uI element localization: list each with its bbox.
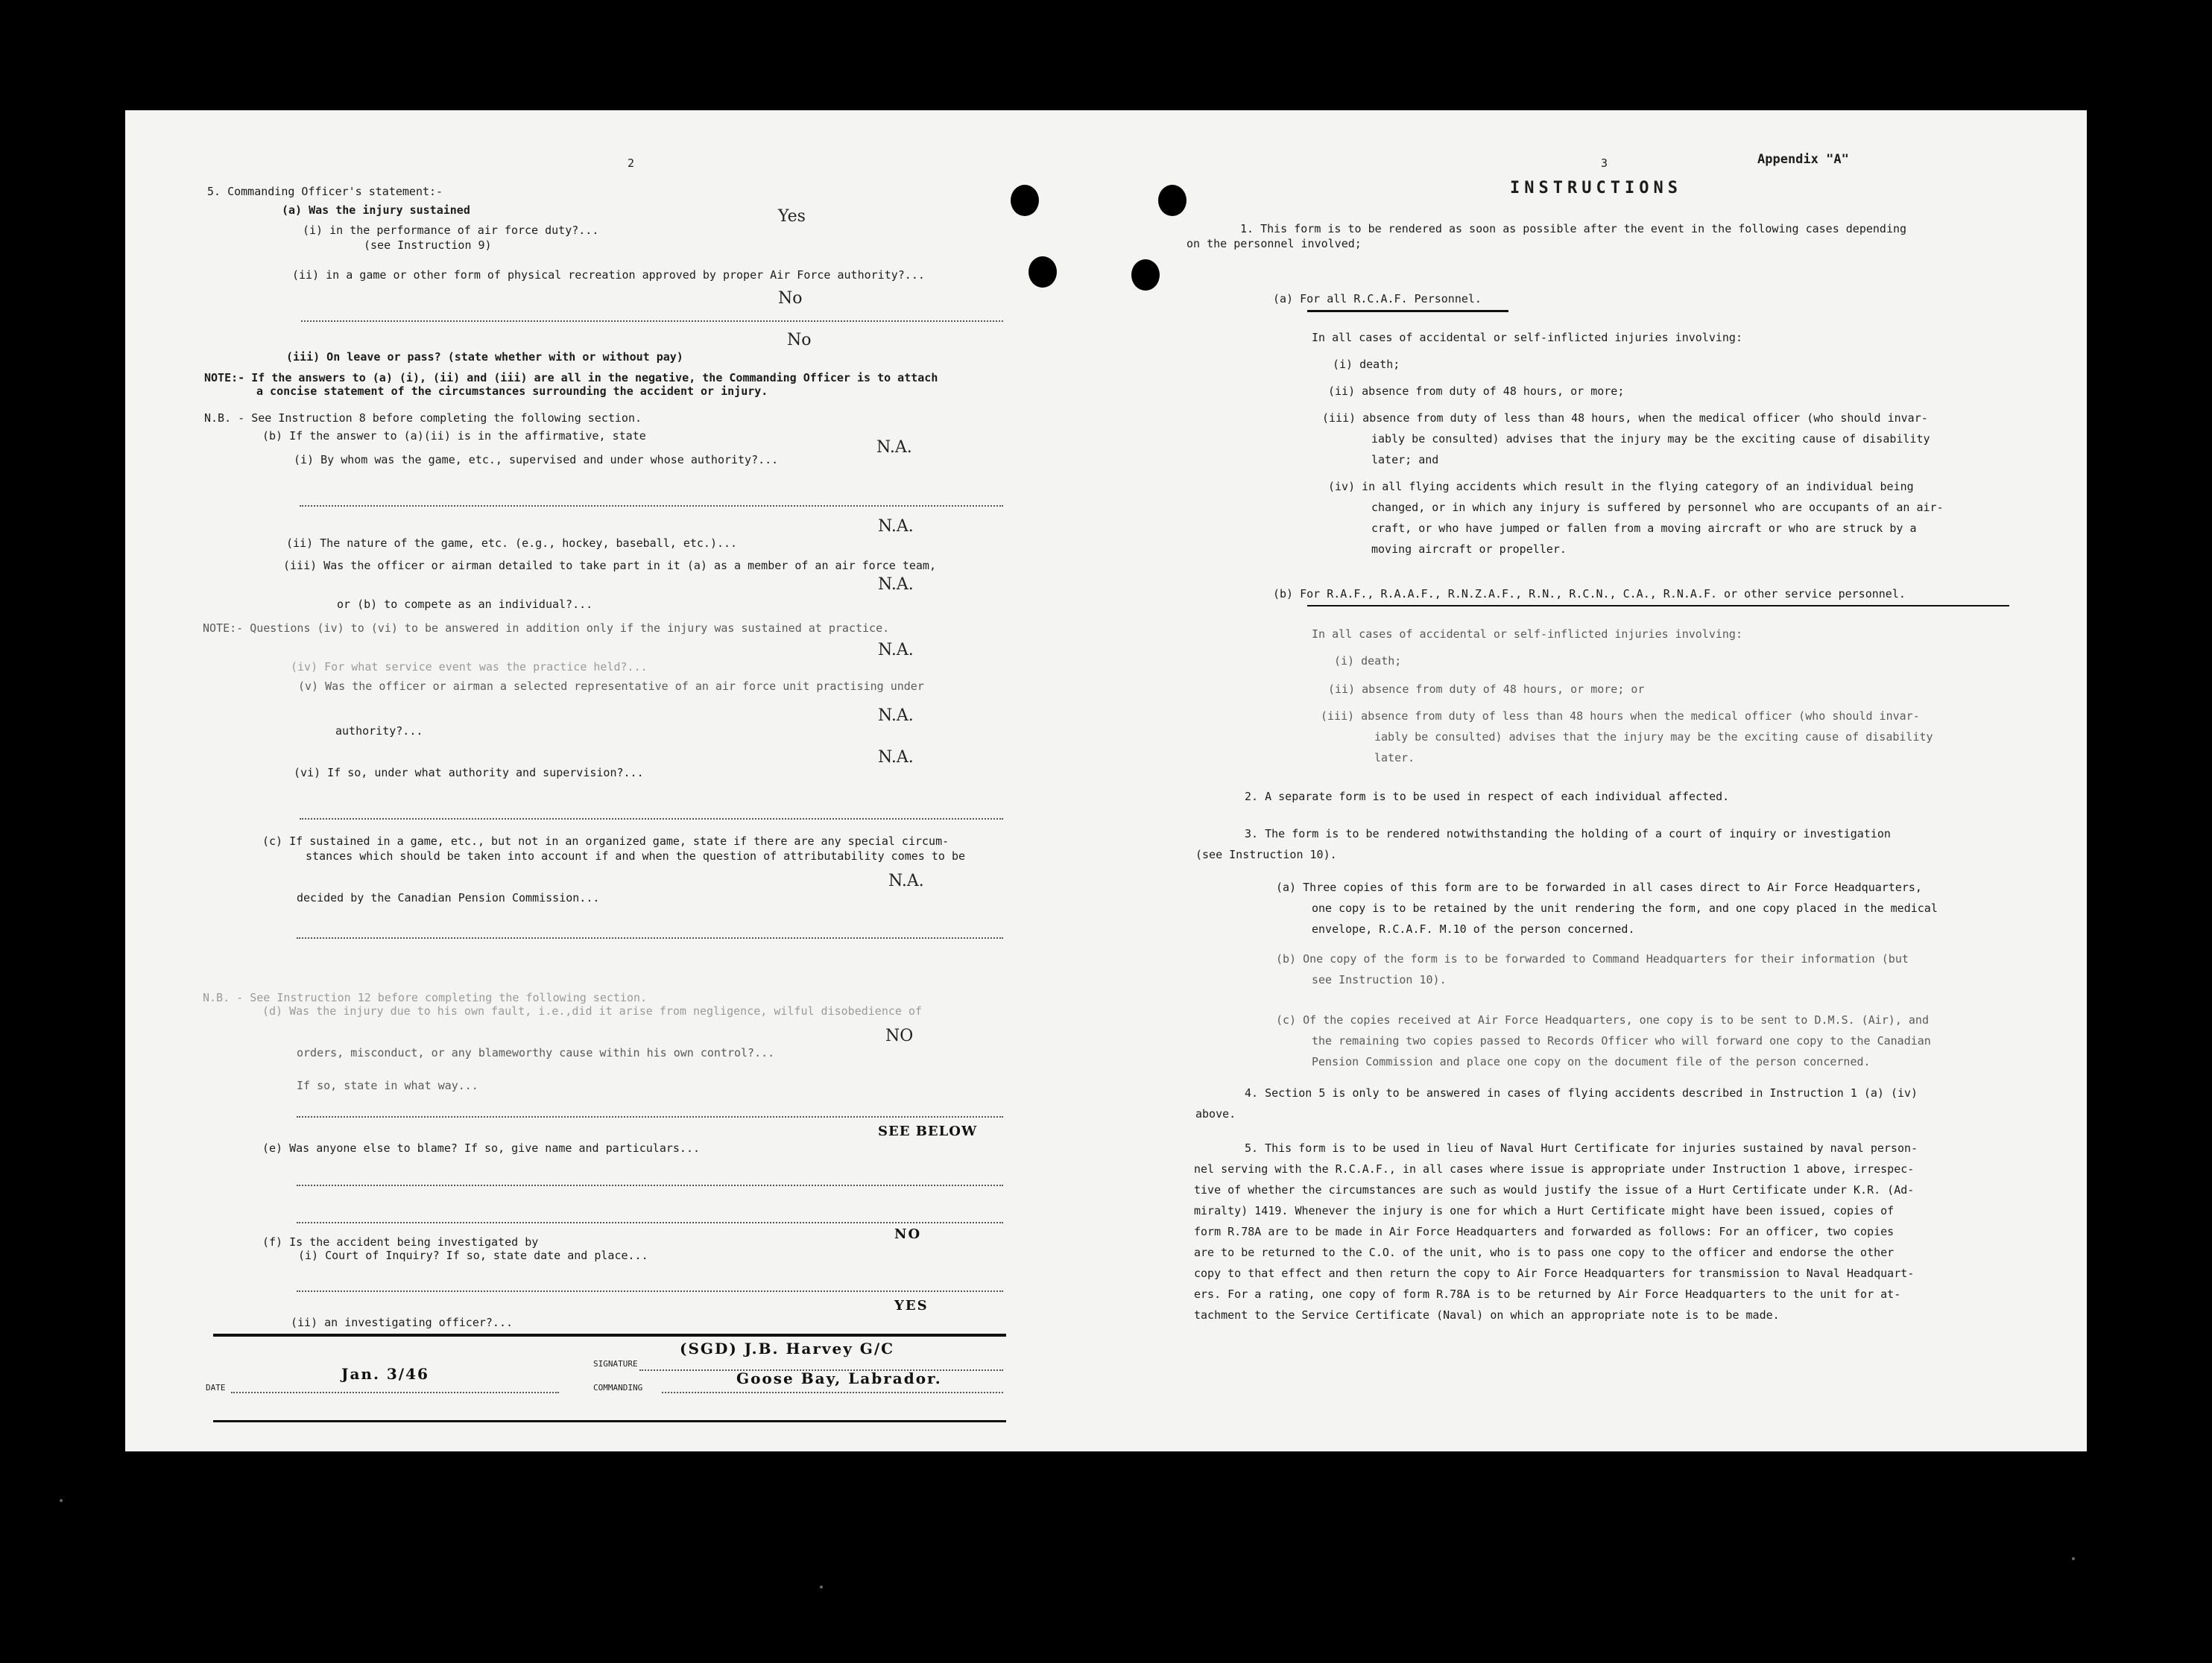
nb-instruction-8: N.B. - See Instruction 8 before completing the following section. bbox=[204, 411, 642, 425]
question-c-line-1: (c) If sustained in a game, etc., but not in an organized game, state if there are any special circum- bbox=[262, 834, 949, 848]
answer-b-ii: N.A. bbox=[878, 517, 914, 536]
dotted-line bbox=[297, 1185, 1003, 1186]
question-d-line-3: If so, state in what way... bbox=[297, 1079, 478, 1092]
question-d-line-1: (d) Was the injury due to his own fault, i.e.,did it arise from negligence, wilful disobedience of bbox=[262, 1004, 923, 1018]
answer-b-iv: N.A. bbox=[878, 641, 914, 659]
date-line bbox=[231, 1392, 559, 1393]
scan-speck bbox=[820, 1586, 823, 1588]
dotted-line bbox=[300, 505, 1003, 507]
instruction-1a-iv-line-1: (iv) in all flying accidents which result in the flying category of an individual being bbox=[1328, 480, 1914, 493]
question-a-iii: (iii) On leave or pass? (state whether with or without pay) bbox=[286, 350, 683, 364]
scan-speck bbox=[2072, 1557, 2075, 1560]
note-2: NOTE:- Questions (iv) to (vi) to be answered in addition only if the injury was sustained at practice. bbox=[203, 621, 890, 635]
question-b-ii: (ii) The nature of the game, etc. (e.g., hockey, baseball, etc.)... bbox=[286, 536, 738, 550]
punch-hole-1 bbox=[1011, 185, 1039, 216]
instruction-3a-line-3: envelope, R.C.A.F. M.10 of the person concerned. bbox=[1312, 922, 1635, 936]
question-b-iii-cont: or (b) to compete as an individual?... bbox=[337, 598, 593, 611]
answer-a-iii: No bbox=[787, 331, 812, 349]
answer-d: NO bbox=[885, 1027, 914, 1045]
question-b: (b) If the answer to (a)(ii) is in the affirmative, state bbox=[262, 429, 646, 443]
instruction-1-line-2: on the personnel involved; bbox=[1186, 237, 1362, 250]
answer-b-i: N.A. bbox=[876, 438, 912, 457]
question-c-line-2: stances which should be taken into account if and when the question of attributability comes to be bbox=[306, 849, 966, 863]
answer-e: SEE BELOW bbox=[878, 1124, 978, 1139]
instruction-1a-heading: (a) For all R.C.A.F. Personnel. bbox=[1273, 292, 1482, 305]
question-b-iv: (iv) For what service event was the practice held?... bbox=[291, 660, 648, 674]
question-d-line-2: orders, misconduct, or any blameworthy cause within his own control?... bbox=[297, 1046, 775, 1059]
dotted-line bbox=[300, 818, 1003, 820]
instruction-5-line-4: miralty) 1419. Whenever the injury is one for which a Hurt Certificate might have been issued, copies of bbox=[1194, 1204, 1895, 1217]
question-b-v-cont: authority?... bbox=[335, 724, 423, 738]
instruction-5-line-7: copy to that effect and then return the copy to Air Force Headquarters for transmission to Naval Headquart- bbox=[1194, 1267, 1915, 1280]
answer-f: NO bbox=[894, 1226, 922, 1242]
note-1-line-2: a concise statement of the circumstances surrounding the accident or injury. bbox=[256, 384, 768, 398]
commanding-value: Goose Bay, Labrador. bbox=[736, 1369, 942, 1387]
instruction-3a-line-1: (a) Three copies of this form are to be forwarded in all cases direct to Air Force Headquarters, bbox=[1276, 881, 1922, 894]
instruction-1b-iii-line-2: iably be consulted) advises that the injury may be the exciting cause of disability bbox=[1374, 730, 1933, 744]
dotted-line bbox=[301, 320, 1003, 322]
instruction-1-line-1: 1. This form is to be rendered as soon as possible after the event in the following cases depending bbox=[1240, 222, 1907, 235]
punch-hole-4 bbox=[1131, 259, 1160, 291]
nb-instruction-12: N.B. - See Instruction 12 before completing the following section. bbox=[203, 991, 648, 1004]
instruction-1a-i: (i) death; bbox=[1333, 358, 1400, 371]
question-a-i: (i) in the performance of air force duty?... bbox=[303, 224, 599, 237]
note-1-line-1: NOTE:- If the answers to (a) (i), (ii) and (iii) are all in the negative, the Commanding Officer is to attach bbox=[204, 371, 938, 384]
answer-b-vi: N.A. bbox=[878, 748, 914, 767]
punch-hole-2 bbox=[1158, 185, 1186, 216]
instruction-1b-iii-line-1: (iii) absence from duty of less than 48 hours when the medical officer (who should invar- bbox=[1321, 709, 1920, 723]
instruction-5-line-2: nel serving with the R.C.A.F., in all cases where issue is appropriate under Instruction 1 above, irrespec- bbox=[1194, 1162, 1915, 1176]
commanding-line bbox=[662, 1392, 1003, 1393]
question-b-iii: (iii) Was the officer or airman detailed to take part in it (a) as a member of an air force team, bbox=[283, 559, 936, 572]
answer-f-ii: YES bbox=[894, 1298, 929, 1314]
question-b-vi: (vi) If so, under what authority and supervision?... bbox=[294, 766, 644, 779]
answer-c: N.A. bbox=[888, 872, 924, 890]
question-c-line-3: decided by the Canadian Pension Commission... bbox=[297, 891, 600, 905]
dotted-line bbox=[297, 1222, 1003, 1223]
instruction-3c-line-1: (c) Of the copies received at Air Force Headquarters, one copy is to be sent to D.M.S. (Air), and bbox=[1276, 1013, 1929, 1027]
instruction-5-line-9: tachment to the Service Certificate (Naval) on which an appropriate note is to be made. bbox=[1194, 1308, 1780, 1322]
instruction-5-line-8: ers. For a rating, one copy of form R.78A is to be returned by Air Force Headquarters to the unit for at- bbox=[1194, 1287, 1901, 1301]
instruction-5-line-6: are to be returned to the C.O. of the unit, who is to pass one copy to the officer and endorse the other bbox=[1194, 1246, 1895, 1259]
signature-label: SIGNATURE bbox=[593, 1359, 638, 1369]
instruction-1a-iv-line-4: moving aircraft or propeller. bbox=[1371, 542, 1567, 556]
answer-a-ii: No bbox=[778, 289, 803, 308]
question-f-ii: (ii) an investigating officer?... bbox=[291, 1316, 514, 1329]
instructions-title: INSTRUCTIONS bbox=[1510, 179, 1682, 197]
instruction-5-line-1: 5. This form is to be used in lieu of Naval Hurt Certificate for injuries sustained by naval person- bbox=[1245, 1141, 1918, 1155]
instruction-1b-iii-line-3: later. bbox=[1374, 751, 1415, 764]
dotted-line bbox=[297, 937, 1003, 939]
instruction-1a-ii: (ii) absence from duty of 48 hours, or more; bbox=[1328, 384, 1625, 398]
instruction-1a-intro: In all cases of accidental or self-inflicted injuries involving: bbox=[1312, 331, 1742, 344]
instruction-1b-heading: (b) For R.A.F., R.A.A.F., R.N.Z.A.F., R.N., R.C.N., C.A., R.N.A.F. or other service personnel. bbox=[1273, 587, 1906, 601]
date-label: DATE bbox=[206, 1383, 226, 1393]
instruction-3b-line-2: see Instruction 10). bbox=[1312, 973, 1447, 986]
signature-rule-top bbox=[213, 1334, 1006, 1337]
answer-b-iii: N.A. bbox=[878, 575, 914, 594]
heading-underline bbox=[1307, 310, 1508, 312]
instruction-1b-ii: (ii) absence from duty of 48 hours, or more; or bbox=[1328, 682, 1645, 696]
instruction-4-line-1: 4. Section 5 is only to be answered in cases of flying accidents described in Instruction 1 (a) (iv) bbox=[1245, 1086, 1918, 1100]
punch-hole-3 bbox=[1028, 256, 1057, 288]
instruction-3a-line-2: one copy is to be retained by the unit rendering the form, and one copy placed in the medical bbox=[1312, 902, 1938, 915]
instruction-5-line-3: tive of whether the circumstances are such as would justify the issue of a Hurt Certificate under K.R. (Ad- bbox=[1194, 1183, 1915, 1197]
instruction-1a-iii-line-1: (iii) absence from duty of less than 48 hours, when the medical officer (who should invar- bbox=[1322, 411, 1928, 425]
instruction-5-line-5: form R.78A are to be made in Air Force Headquarters and forwarded as follows: For an officer, two copies bbox=[1194, 1225, 1895, 1238]
instruction-1a-iii-line-2: iably be consulted) advises that the injury may be the exciting cause of disability bbox=[1371, 432, 1930, 446]
question-b-v: (v) Was the officer or airman a selected representative of an air force unit practising under bbox=[298, 680, 924, 693]
instruction-1a-iv-line-2: changed, or in which any injury is suffered by personnel who are occupants of an air- bbox=[1371, 501, 1944, 514]
answer-a-i: Yes bbox=[778, 207, 806, 226]
signature-rule-bottom bbox=[213, 1420, 1006, 1422]
instruction-3c-line-2: the remaining two copies passed to Records Officer who will forward one copy to the Canadian bbox=[1312, 1034, 1931, 1048]
instruction-3c-line-3: Pension Commission and place one copy on the document file of the person concerned. bbox=[1312, 1055, 1871, 1068]
section-5-heading: 5. Commanding Officer's statement:- bbox=[207, 185, 443, 198]
scanned-form-sheet bbox=[125, 110, 2087, 1451]
instruction-4-line-2: above. bbox=[1195, 1107, 1236, 1121]
scan-speck bbox=[60, 1499, 63, 1502]
question-f-line-2: (i) Court of Inquiry? If so, state date and place... bbox=[298, 1249, 648, 1262]
question-f-line-1: (f) Is the accident being investigated by bbox=[262, 1235, 539, 1249]
instruction-1b-i: (i) death; bbox=[1334, 654, 1402, 668]
instruction-1a-iii-line-3: later; and bbox=[1371, 453, 1439, 466]
question-b-i: (i) By whom was the game, etc., supervised and under whose authority?... bbox=[294, 453, 779, 466]
instruction-1b-intro: In all cases of accidental or self-inflicted injuries involving: bbox=[1312, 627, 1742, 641]
page-number-right: 3 bbox=[1601, 156, 1608, 170]
instruction-3b-line-1: (b) One copy of the form is to be forwarded to Command Headquarters for their information (but bbox=[1276, 952, 1909, 966]
answer-b-v: N.A. bbox=[878, 706, 914, 725]
question-a-i-note: (see Instruction 9) bbox=[364, 238, 492, 252]
instruction-1a-iv-line-3: craft, or who have jumped or fallen from a moving aircraft or who are struck by a bbox=[1371, 522, 1917, 535]
dotted-line bbox=[297, 1290, 1003, 1292]
signature-value: (SGD) J.B. Harvey G/C bbox=[680, 1340, 895, 1358]
date-value: Jan. 3/46 bbox=[341, 1365, 429, 1383]
dotted-line bbox=[297, 1116, 1003, 1118]
page-number-left: 2 bbox=[628, 156, 635, 170]
instruction-3-line-2: (see Instruction 10). bbox=[1195, 848, 1337, 861]
question-a: (a) Was the injury sustained bbox=[282, 203, 470, 217]
appendix-label: Appendix "A" bbox=[1757, 152, 1849, 167]
instruction-3-line-1: 3. The form is to be rendered notwithstanding the holding of a court of inquiry or investigation bbox=[1245, 827, 1891, 840]
commanding-label: COMMANDING bbox=[593, 1383, 643, 1393]
instruction-2: 2. A separate form is to be used in respect of each individual affected. bbox=[1245, 790, 1730, 803]
heading-underline bbox=[1307, 605, 2009, 606]
question-e: (e) Was anyone else to blame? If so, give name and particulars... bbox=[262, 1141, 700, 1155]
question-a-ii: (ii) in a game or other form of physical recreation approved by proper Air Force authority?... bbox=[292, 268, 925, 282]
